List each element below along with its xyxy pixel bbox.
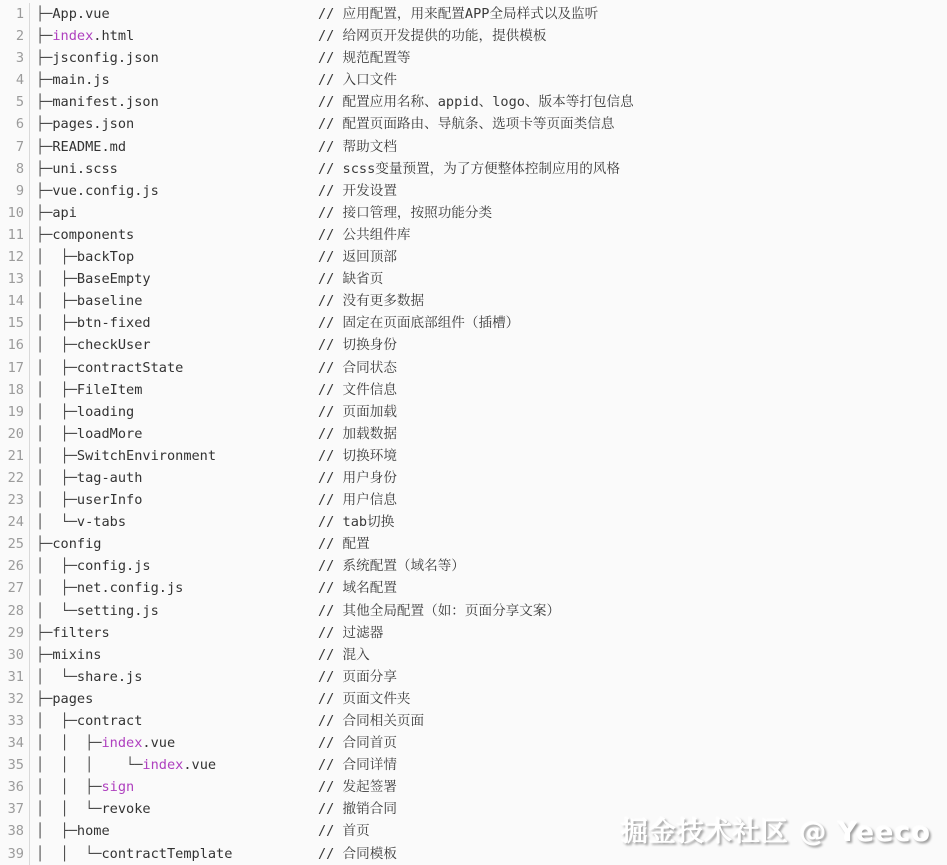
line-number: 23	[0, 489, 30, 511]
line-number: 16	[0, 334, 30, 356]
tree-entry	[36, 312, 151, 334]
tree-line	[0, 600, 947, 622]
tree-entry	[36, 334, 151, 356]
line-number: 36	[0, 776, 30, 798]
line-number: 12	[0, 246, 30, 268]
file-name: net.config.js	[76, 580, 184, 597]
tree-line	[0, 357, 947, 379]
tree-prefix: │ ├─	[36, 425, 77, 442]
tree-prefix: ├─	[36, 182, 53, 199]
line-number: 14	[0, 290, 30, 312]
tree-prefix: │ └─	[36, 668, 77, 685]
file-name: userInfo	[76, 492, 143, 509]
tree-prefix: │ ├─	[36, 271, 77, 288]
watermark: 掘金技术社区 @ Yeeco	[620, 817, 931, 848]
tree-entry	[36, 732, 175, 754]
line-number: 19	[0, 401, 30, 423]
tree-line	[0, 224, 947, 246]
tree-entry	[36, 113, 134, 135]
file-name: config.js	[76, 558, 151, 575]
tree-prefix: │ ├─	[36, 447, 77, 464]
file-name-highlighted: index	[142, 757, 184, 774]
line-number: 9	[0, 180, 30, 202]
tree-prefix: │ ├─	[36, 381, 77, 398]
tree-entry	[36, 136, 126, 158]
line-number: 6	[0, 113, 30, 135]
line-comment: // 合同详情	[318, 757, 397, 774]
tree-line	[0, 25, 947, 47]
tree-prefix: ├─	[36, 226, 53, 243]
line-comment: // 应用配置，用来配置APP全局样式以及监听	[318, 6, 599, 22]
file-name: tag-auth	[76, 469, 143, 486]
tree-line	[0, 644, 947, 666]
tree-line	[0, 445, 947, 467]
line-number: 11	[0, 224, 30, 246]
line-comment: // 撤销合同	[318, 801, 397, 818]
line-comment: // 固定在页面底部组件（插槽）	[318, 315, 520, 332]
tree-prefix: ├─	[36, 624, 53, 641]
line-number: 29	[0, 622, 30, 644]
file-name: baseline	[76, 293, 143, 310]
line-comment: // 合同相关页面	[318, 713, 425, 729]
tree-line	[0, 113, 947, 135]
tree-prefix: │ ├─	[36, 315, 77, 332]
tree-line	[0, 69, 947, 91]
tree-line	[0, 732, 947, 754]
tree-line	[0, 423, 947, 445]
file-name: v-tabs	[76, 514, 127, 531]
line-comment: // 页面分享	[318, 668, 397, 685]
tree-entry	[36, 290, 142, 312]
tree-line	[0, 136, 947, 158]
file-name: .html	[93, 28, 135, 45]
file-name: manifest.json	[52, 94, 159, 111]
tree-entry	[36, 401, 134, 423]
tree-entry	[36, 776, 134, 798]
file-name: jsconfig.json	[52, 50, 159, 67]
tree-entry	[36, 25, 134, 47]
tree-entry	[36, 3, 110, 25]
line-number: 22	[0, 467, 30, 489]
tree-prefix: ├─	[36, 72, 53, 89]
tree-entry	[36, 69, 110, 91]
tree-entry	[36, 798, 151, 820]
line-number: 38	[0, 820, 30, 842]
line-comment: // 帮助文档	[318, 138, 397, 155]
tree-line	[0, 268, 947, 290]
line-comment: // 合同首页	[318, 735, 397, 752]
tree-entry	[36, 180, 159, 202]
file-name: pages	[52, 690, 94, 707]
tree-prefix: ├─	[36, 138, 53, 155]
line-comment: // 公共组件库	[318, 226, 411, 243]
tree-line	[0, 401, 947, 423]
tree-prefix: │ ├─	[36, 580, 77, 597]
tree-prefix: │ ├─	[36, 469, 77, 486]
line-number: 5	[0, 91, 30, 113]
line-comment: // 用户身份	[318, 469, 397, 486]
tree-line	[0, 710, 947, 732]
tree-entry	[36, 600, 159, 622]
tree-line	[0, 202, 947, 224]
tree-prefix: ├─	[36, 116, 53, 133]
tree-entry	[36, 666, 142, 688]
file-name-highlighted: index	[101, 735, 143, 752]
tree-line	[0, 47, 947, 69]
tree-entry	[36, 91, 159, 113]
line-number: 21	[0, 445, 30, 467]
tree-entry	[36, 754, 216, 776]
file-name: checkUser	[76, 337, 151, 354]
tree-prefix: │ ├─	[36, 823, 77, 840]
line-comment: // 其他全局配置（如：页面分享文案）	[318, 602, 561, 619]
file-name: filters	[52, 624, 110, 641]
tree-prefix: ├─	[36, 690, 53, 707]
line-comment: // 加载数据	[318, 425, 397, 442]
line-number: 4	[0, 69, 30, 91]
file-name: backTop	[76, 249, 135, 266]
line-comment: // 配置应用名称、appid、logo、版本等打包信息	[318, 94, 634, 111]
line-number: 27	[0, 577, 30, 599]
tree-entry	[36, 820, 110, 842]
line-comment: // 没有更多数据	[318, 293, 425, 310]
file-name: main.js	[52, 72, 110, 89]
file-name: components	[52, 226, 135, 243]
tree-prefix: │ ├─	[36, 403, 77, 420]
tree-prefix: │ ├─	[36, 293, 77, 310]
line-number: 37	[0, 798, 30, 820]
tree-prefix: ├─	[36, 28, 53, 45]
line-number: 15	[0, 312, 30, 334]
file-name-highlighted: sign	[101, 779, 135, 796]
file-name: contract	[76, 713, 143, 729]
file-name: revoke	[101, 801, 151, 818]
file-name: share.js	[76, 668, 143, 685]
line-comment: // 域名配置	[318, 580, 397, 597]
tree-prefix: │ ├─	[36, 359, 77, 376]
file-name: uni.scss	[52, 160, 118, 177]
tree-line	[0, 334, 947, 356]
line-comment: // 文件信息	[318, 381, 397, 398]
file-name: FileItem	[76, 381, 143, 398]
tree-line	[0, 467, 947, 489]
tree-line	[0, 91, 947, 113]
line-number: 7	[0, 136, 30, 158]
line-comment: // 过滤器	[318, 624, 384, 641]
tree-entry	[36, 445, 216, 467]
line-number: 1	[0, 3, 30, 25]
file-name: loading	[76, 403, 135, 420]
line-comment: // 合同状态	[318, 359, 397, 376]
tree-entry	[36, 268, 151, 290]
tree-prefix: │ │ ├─	[36, 779, 102, 796]
tree-entry	[36, 47, 159, 69]
line-comment: // 合同模板	[318, 845, 397, 862]
tree-prefix: ├─	[36, 94, 53, 111]
line-comment: // 系统配置（域名等）	[318, 558, 465, 575]
line-comment: // 返回顶部	[318, 249, 397, 266]
tree-prefix: ├─	[36, 646, 53, 663]
tree-entry	[36, 489, 142, 511]
line-number: 33	[0, 710, 30, 732]
line-number: 24	[0, 511, 30, 533]
tree-entry	[36, 246, 134, 268]
tree-line	[0, 3, 947, 25]
line-comment: // 用户信息	[318, 492, 397, 509]
line-comment: // 页面文件夹	[318, 690, 411, 707]
file-name: README.md	[52, 138, 127, 155]
tree-prefix: │ ├─	[36, 249, 77, 266]
tree-entry	[36, 843, 232, 865]
tree-entry	[36, 379, 142, 401]
line-number: 2	[0, 25, 30, 47]
file-name: SwitchEnvironment	[76, 447, 217, 464]
file-name: App.vue	[52, 6, 110, 22]
line-number: 34	[0, 732, 30, 754]
file-name: .vue	[142, 735, 176, 752]
tree-prefix: │ │ ├─	[36, 735, 102, 752]
line-number: 28	[0, 600, 30, 622]
tree-entry	[36, 511, 126, 533]
file-name: vue.config.js	[52, 182, 159, 199]
tree-entry	[36, 202, 77, 224]
tree-prefix: │ ├─	[36, 337, 77, 354]
tree-entry	[36, 467, 142, 489]
file-name: BaseEmpty	[76, 271, 151, 288]
line-comment: // 接口管理，按照功能分类	[318, 204, 493, 221]
file-name: pages.json	[52, 116, 135, 133]
tree-line	[0, 246, 947, 268]
line-comment: // 规范配置等	[318, 50, 411, 67]
line-number: 13	[0, 268, 30, 290]
tree-prefix: │ ├─	[36, 713, 77, 729]
file-name-highlighted: index	[52, 28, 94, 45]
tree-entry	[36, 158, 118, 180]
file-name: config	[52, 536, 102, 553]
file-name: contractState	[76, 359, 184, 376]
tree-entry	[36, 710, 142, 732]
file-tree	[0, 3, 947, 865]
line-comment: // 缺省页	[318, 271, 384, 288]
tree-entry	[36, 622, 110, 644]
line-number: 32	[0, 688, 30, 710]
tree-prefix: │ │ └─	[36, 801, 102, 818]
tree-prefix: │ └─	[36, 514, 77, 531]
line-number: 17	[0, 357, 30, 379]
tree-prefix: ├─	[36, 50, 53, 67]
tree-line	[0, 577, 947, 599]
line-comment: // 发起签署	[318, 779, 397, 796]
line-number: 10	[0, 202, 30, 224]
tree-line	[0, 622, 947, 644]
line-comment: // scss变量预置，为了方便整体控制应用的风格	[318, 160, 620, 177]
tree-entry	[36, 224, 134, 246]
tree-line	[0, 688, 947, 710]
tree-prefix: │ ├─	[36, 492, 77, 509]
line-number: 3	[0, 47, 30, 69]
file-name: btn-fixed	[76, 315, 151, 332]
tree-prefix: │ ├─	[36, 558, 77, 575]
line-comment: // 页面加载	[318, 403, 397, 420]
line-number: 30	[0, 644, 30, 666]
tree-entry	[36, 555, 151, 577]
line-comment: // 混入	[318, 646, 370, 663]
line-comment: // 配置	[318, 536, 370, 553]
tree-entry	[36, 644, 101, 666]
tree-line	[0, 754, 947, 776]
line-number: 26	[0, 555, 30, 577]
file-name: api	[52, 204, 77, 221]
tree-line	[0, 290, 947, 312]
tree-entry	[36, 423, 142, 445]
tree-line	[0, 533, 947, 555]
file-name: mixins	[52, 646, 102, 663]
line-number: 20	[0, 423, 30, 445]
tree-line	[0, 312, 947, 334]
file-name: setting.js	[76, 602, 159, 619]
file-name: .vue	[183, 757, 217, 774]
tree-line	[0, 158, 947, 180]
line-number: 39	[0, 843, 30, 865]
line-number: 18	[0, 379, 30, 401]
tree-entry	[36, 357, 183, 379]
line-comment: // 入口文件	[318, 72, 397, 89]
file-name: contractTemplate	[101, 845, 233, 862]
file-name: home	[76, 823, 110, 840]
line-comment: // 切换环境	[318, 447, 397, 464]
tree-prefix: ├─	[36, 204, 53, 221]
tree-entry	[36, 577, 183, 599]
line-comment: // 给网页开发提供的功能，提供模板	[318, 28, 547, 45]
line-comment: // 首页	[318, 823, 370, 840]
tree-prefix: │ └─	[36, 602, 77, 619]
tree-line	[0, 379, 947, 401]
line-number: 35	[0, 754, 30, 776]
tree-prefix: │ │ └─	[36, 845, 102, 862]
tree-prefix: │ │ │ └─	[36, 757, 143, 774]
tree-line	[0, 555, 947, 577]
tree-prefix: ├─	[36, 160, 53, 177]
tree-line	[0, 666, 947, 688]
line-comment: // 切换身份	[318, 337, 397, 354]
line-number: 31	[0, 666, 30, 688]
line-comment: // tab切换	[318, 514, 395, 531]
tree-entry	[36, 688, 93, 710]
tree-entry	[36, 533, 101, 555]
tree-prefix: ├─	[36, 6, 53, 22]
line-number: 25	[0, 533, 30, 555]
tree-line	[0, 180, 947, 202]
line-number: 8	[0, 158, 30, 180]
tree-line	[0, 776, 947, 798]
line-comment: // 开发设置	[318, 182, 397, 199]
tree-line	[0, 489, 947, 511]
line-comment: // 配置页面路由、导航条、选项卡等页面类信息	[318, 116, 615, 133]
tree-prefix: ├─	[36, 536, 53, 553]
file-name: loadMore	[76, 425, 143, 442]
tree-line	[0, 511, 947, 533]
